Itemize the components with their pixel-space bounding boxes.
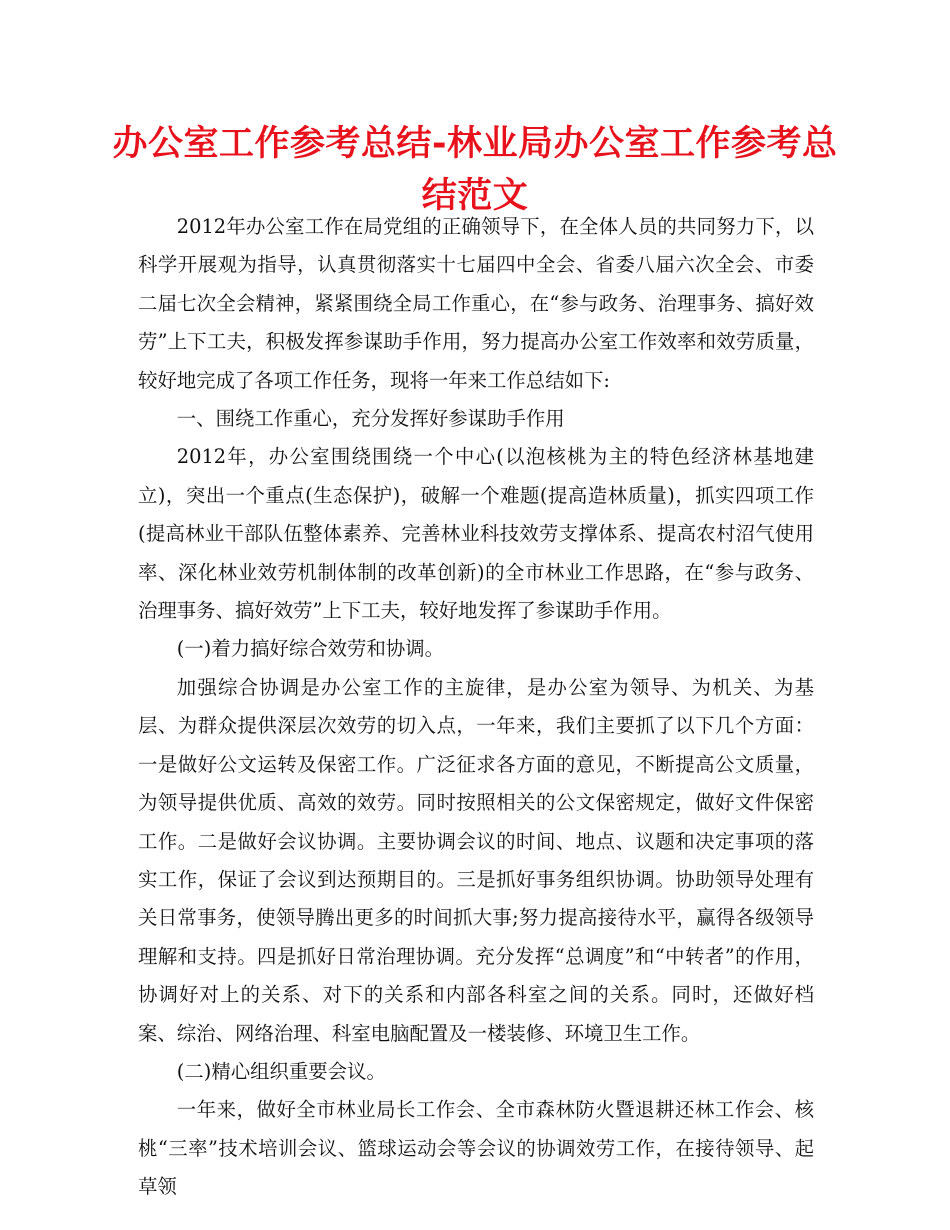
subsection-heading-2: (二)精心组织重要会议。 xyxy=(176,1059,386,1083)
document-body xyxy=(138,208,814,1207)
document-title: 办公室工作参考总结-林业局办公室工作参考总结范文 xyxy=(112,124,838,216)
section-heading-1: 一、围绕工作重心，充分发挥好参谋助手作用 xyxy=(176,407,565,431)
paragraph-work-approach: 2012年，办公室围绕围绕一个中心(以泡核桃为主的特色经济林基地建立)，突出一个重点(生态保护)，破解一个难题(提高造林质量)，抓实四项工作(提高林业干部队伍整体素养、完善林业科技效劳支撑体系、提高农村沼气使用率、深化林业效劳机制体制的改革创新)的全市林业工作思路，在“参与政务、治理事务、搞好效劳”上下工夫，较好地发挥了参谋助手作用。 xyxy=(138,445,814,623)
paragraph-intro: 2012年办公室工作在局党组的正确领导下，在全体人员的共同努力下，以科学开展观为指导，认真贯彻落实十七届四中全会、省委八届六次全会、市委二届七次全会精神，紧紧围绕全局工作重心，在“参与政务、治理事务、搞好效劳”上下工夫，积极发挥参谋助手作用，努力提高办公室工作效率和效劳质量，较好地完成了各项工作任务，现将一年来工作总结如下: xyxy=(138,215,814,392)
subsection-heading-1: (一)着力搞好综合效劳和协调。 xyxy=(176,637,445,661)
paragraph-coordination: 加强综合协调是办公室工作的主旋律，是办公室为领导、为机关、为基层、为群众提供深层次效劳的切入点，一年来，我们主要抓了以下几个方面：一是做好公文运转及保密工作。广泛征求各方面的意见，不断提高公文质量，为领导提供优质、高效的效劳。同时按照相关的公文保密规定，做好文件保密工作。二是做好会议协调。主要协调会议的时间、地点、议题和决定事项的落实工作，保证了会议到达预期目的。三是抓好事务组织协调。协助领导处理有关日常事务，使领导腾出更多的时间抓大事;努力提高接待水平，赢得各级领导理解和支持。四是抓好日常治理协调。充分发挥“总调度”和“中转者”的作用，协调好对上的关系、对下的关系和内部各科室之间的关系。同时，还做好档案、综治、网络治理、科室电脑配置及一楼装修、环境卫生工作。 xyxy=(138,675,814,1045)
paragraph-meetings: 一年来，做好全市林业局长工作会、全市森林防火暨退耕还林工作会、核桃“三率”技术培训会议、篮球运动会等会议的协调效劳工作，在接待领导、起草领 xyxy=(138,1098,814,1199)
